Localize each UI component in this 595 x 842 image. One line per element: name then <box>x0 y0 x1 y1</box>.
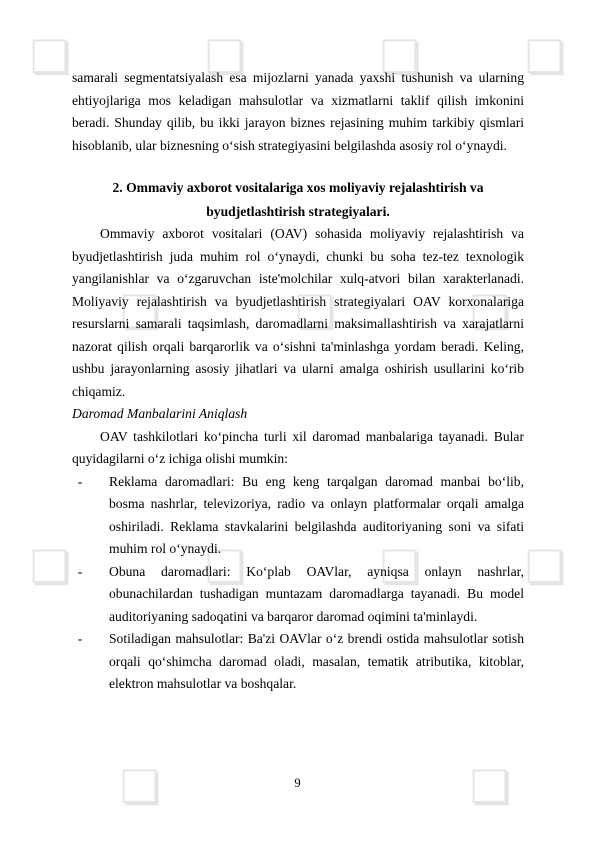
dash-bullet: - <box>77 473 83 489</box>
watermark-logo: ❏ <box>205 30 247 84</box>
section-heading: 2. Ommaviy axborot vositalariga xos moliyaviy rejalashtirish va byudjetlashtirish strategiyalari. <box>112 180 484 219</box>
dash-bullet: - <box>77 631 83 646</box>
paragraph-intro: samarali segmentatsiyalash esa mijozlarni yanada yaxshi tushunish va ularning ehtiyojlariga mos keladigan mahsulotlar va xizmatlarni taklif qilish imkonini beradi. Shunday qilib, bu ikki jarayon biznes rejasining muhim tarkibiy qismlari hisoblanib, ular biznesning o‘sish strategiyasini belgilashda asosiy rol o‘ynaydi. <box>72 70 524 153</box>
paragraph-oav-intro: Ommaviy axborot vositalari (OAV) sohasida moliyaviy rejalashtirish va byudjetlashtirish juda muhim rol o‘ynaydi, chunki bu soha tez-tez texnologik yangilanishlar va o‘zgaruvchan iste'molchilar xulq-atvori bilan xarakterlanadi. Moliyaviy rejalashtirish va byudjetlashtirish strategiyalari OAV korxonalariga resurslarni samarali taqsimlash, daromadlarni maksimallashtirish va xarajatlarni nazorat qilish orqali barqarorlik va o‘sishni ta'minlashga yordam beradi. Keling, ushbu jarayonlarning asosiy jihatlari va ularni amalga oshirish usullarini ko‘rib chiqamiz. <box>72 226 524 399</box>
list-item <box>72 471 524 561</box>
watermark-logo: ❏ <box>470 760 512 814</box>
list-item <box>72 628 524 696</box>
watermark-logo: ❏ <box>205 540 247 594</box>
subheading-revenue-sources: Daromad Manbalarini Aniqlash <box>72 406 248 421</box>
watermark-logo: ❏ <box>295 285 337 339</box>
watermark-logo: ❏ <box>380 30 422 84</box>
list-item-text: Obuna daromadlari: Ko‘plab OAVlar, ayniqsa onlayn nashrlar, obunachilardan tushadigan muntazam daromadlarga tayanadi. Bu model auditoriyaning sadoqatini va barqaror daromad oqimini ta'minlaydi. <box>109 563 524 624</box>
page-number: 9 <box>294 776 301 790</box>
watermark-logo: ❏ <box>30 30 72 84</box>
watermark-logo: ❏ <box>525 540 567 594</box>
watermark-logo: ❏ <box>525 30 567 84</box>
watermark-logo: ❏ <box>120 285 162 339</box>
revenue-list <box>72 471 524 696</box>
dash-bullet: - <box>77 563 83 579</box>
document-body <box>72 67 524 696</box>
watermark-logo: ❏ <box>470 285 512 339</box>
list-item <box>72 561 524 629</box>
list-item-text: Sotiladigan mahsulotlar: Ba'zi OAVlar o‘z brendi ostida mahsulotlar sotish orqali qo‘shimcha daromad oladi, masalan, tematik atributika, kitoblar, elektron mahsulotlar va boshqalar. <box>109 631 524 691</box>
watermark-logo: ❏ <box>30 540 72 594</box>
paragraph-revenue-intro: OAV tashkilotlari ko‘pincha turli xil daromad manbalariga tayanadi. Bular quyidagilarni o‘z ichiga olishi mumkin: <box>72 428 524 466</box>
watermark-logo: ❏ <box>120 760 162 814</box>
watermark-logo: ❏ <box>380 540 422 594</box>
list-item-text: Reklama daromadlari: Bu eng keng tarqalgan daromad manbai bo‘lib, bosma nashrlar, televizoriya, radio va onlayn platformalar orqali amalga oshiriladi. Reklama stavkalarini belgilashda auditoriyaning soni va sifati muhim rol o‘ynaydi. <box>109 473 524 556</box>
